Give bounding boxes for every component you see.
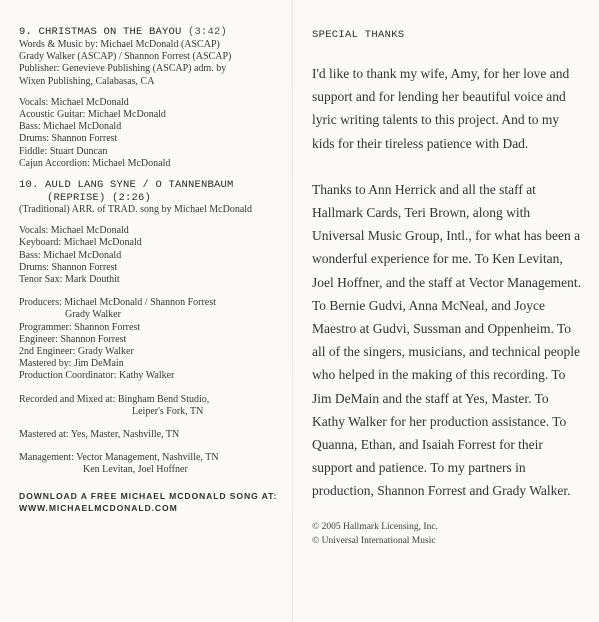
mastered-at: Mastered at: Yes, Master, Nashville, TN bbox=[19, 429, 180, 441]
management-line-cont: Ken Levitan, Joel Hoffner bbox=[83, 464, 188, 476]
musician-credit: Vocals: Michael McDonald bbox=[19, 96, 129, 108]
copyright-hallmark: © 2005 Hallmark Licensing, Inc. bbox=[312, 521, 438, 532]
special-thanks-heading: SPECIAL THANKS bbox=[312, 29, 405, 41]
download-line: DOWNLOAD A FREE MICHAEL MCDONALD SONG AT: bbox=[19, 490, 278, 501]
musician-credit: Bass: Michael McDonald bbox=[19, 249, 122, 261]
copyright-notice bbox=[312, 520, 582, 548]
track-10-note: (Traditional) ARR. of TRAD. song by Michael McDonald bbox=[19, 204, 253, 216]
track-9-duration: (3:42) bbox=[188, 26, 228, 38]
musician-credit: Vocals: Michael McDonald bbox=[19, 225, 129, 237]
website-url: WWW.MICHAELMCDONALD.COM bbox=[19, 502, 178, 513]
musician-credit: Tenor Sax: Mark Douthit bbox=[19, 274, 120, 286]
track-9-title: 9. CHRISTMAS ON THE BAYOU bbox=[19, 26, 182, 38]
track-9-publisher: Publisher: Genevieve Publishing (ASCAP) adm. by bbox=[19, 63, 227, 75]
track-10-reprise: (REPRISE) bbox=[47, 192, 106, 205]
production-credits bbox=[19, 297, 287, 382]
producers-credit: Producers: Michael McDonald / Shannon Forrest bbox=[19, 297, 216, 309]
recorded-at: Recorded and Mixed at: Bingham Bend Studio, bbox=[19, 393, 210, 405]
track-9-words: Words & Music by: Michael McDonald (ASCAP) bbox=[19, 39, 220, 50]
coordinator-credit: Production Coordinator: Kathy Walker bbox=[19, 370, 175, 382]
track-10-subtitle bbox=[19, 192, 287, 204]
engineer-credit: Engineer: Shannon Forrest bbox=[19, 333, 127, 345]
musician-credit: Cajun Accordion: Michael McDonald bbox=[19, 157, 171, 169]
track-9-heading bbox=[19, 26, 287, 39]
second-engineer-credit: 2nd Engineer: Grady Walker bbox=[19, 346, 134, 358]
recording-location bbox=[19, 394, 287, 418]
recorded-at-cont: Leiper's Fork, TN bbox=[132, 405, 204, 417]
mastered-by-credit: Mastered by: Jim DeMain bbox=[19, 358, 124, 370]
track-10-duration: (2:26) bbox=[112, 192, 152, 205]
page-fold-divider bbox=[292, 0, 293, 622]
thanks-paragraph-colleagues: Thanks to Ann Herrick and all the staff at Hallmark Cards, Teri Brown, along with Universal Music Group, Intl., for what has been a wonderful experience for me. To Ken Levitan, Joel Hoffner, and the staff at Vector Management. To Bernie Gudvi, Anna McNeal, and Joyce Maestro at Gudvi, Sussman and Oppenheim. To all of the singers, musicians, and technical people who helped in the making of this recording. To Jim DeMain and the staff at Yes, Master. To Kathy Walker for her production assistance. To Quanna, Ethan, and Isaiah Forrest for their support and patience. To my partners in production, Shannon Forrest and Grady Walker. bbox=[312, 181, 581, 499]
credits-column bbox=[19, 26, 287, 514]
copyright-universal: © Universal International Music bbox=[312, 535, 436, 546]
thanks-paragraph-family: I'd like to thank my wife, Amy, for her love and support and for lending her beautiful voice and lyric writing talents to this project. And to my kids for their tireless patience with Dad. bbox=[312, 66, 570, 151]
musician-credit: Drums: Shannon Forrest bbox=[19, 261, 118, 273]
programmer-credit: Programmer: Shannon Forrest bbox=[19, 321, 141, 333]
musician-credit: Drums: Shannon Forrest bbox=[19, 133, 118, 145]
download-promo bbox=[19, 490, 287, 514]
track-9-musicians bbox=[19, 97, 287, 170]
musician-credit: Fiddle: Stuart Duncan bbox=[19, 145, 108, 157]
track-9-publisher-cont: Wixen Publishing, Calabasas, CA bbox=[19, 75, 155, 87]
producers-credit-cont: Grady Walker bbox=[65, 309, 121, 321]
track-10-title: 10. AULD LANG SYNE / O TANNENBAUM bbox=[19, 179, 234, 192]
musician-credit: Acoustic Guitar: Michael McDonald bbox=[19, 109, 166, 121]
track-10-musicians bbox=[19, 225, 287, 286]
management-line: Management: Vector Management, Nashville, TN bbox=[19, 452, 219, 464]
musician-credit: Keyboard: Michael McDonald bbox=[19, 237, 142, 249]
track-9-writer-credits bbox=[19, 39, 287, 88]
management-credit bbox=[19, 452, 287, 476]
track-9-writers: Grady Walker (ASCAP) / Shannon Forrest (ASCAP) bbox=[19, 51, 232, 63]
musician-credit: Bass: Michael McDonald bbox=[19, 121, 122, 133]
thanks-column bbox=[312, 29, 582, 548]
